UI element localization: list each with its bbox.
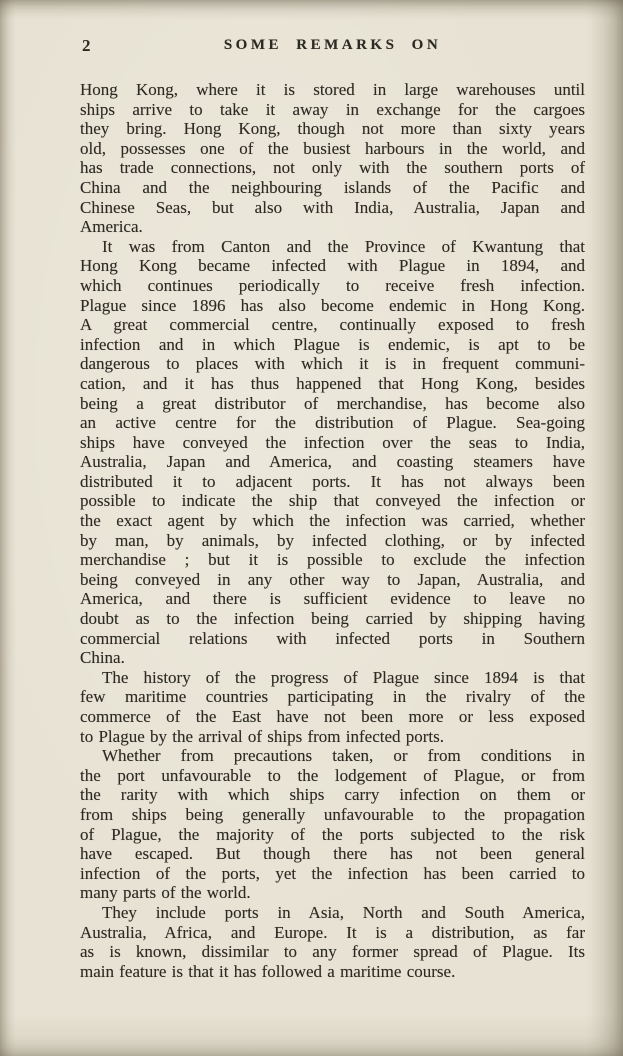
text-line: A great commercial centre, continually exposed to fresh (80, 315, 585, 335)
text-line: China. (80, 648, 125, 668)
text-line: commercial relations with infected ports in Southern (80, 628, 585, 648)
text-line: to Plague by the arrival of ships from infected ports. (80, 726, 445, 746)
text-line: by man, by animals, by infected clothing, or by infected (80, 530, 585, 550)
text-line: the exact agent by which the infection was carried, whether (80, 511, 585, 531)
text-line: being a great distributor of merchandise, has become also (80, 393, 585, 413)
text-line: cation, and it has thus happened that Hong Kong, besides (80, 373, 585, 393)
text-line: an active centre for the distribution of Plague. Sea-going (80, 413, 585, 433)
text-line: which continues periodically to receive fresh infection. (80, 275, 585, 295)
text-line: Australia, Japan and America, and coasting steamers have (80, 452, 585, 472)
text-line: The history of the progress of Plague since 1894 is that (102, 667, 585, 687)
text-line: distributed it to adjacent ports. It has not always been (80, 471, 585, 491)
text-line: commerce of the East have not been more or less exposed (80, 707, 585, 726)
page-number: 2 (82, 36, 91, 55)
text-line: infection of the ports, yet the infection has been carried to (80, 863, 585, 883)
text-line: Hong Kong became infected with Plague in 1894, and (80, 256, 585, 276)
paragraph-2 (80, 237, 585, 668)
page-header (80, 36, 585, 56)
text-line: merchandise ; but it is possible to exclude the infection (80, 550, 585, 570)
text-line: China and the neighbouring islands of the Pacific and (80, 177, 585, 197)
text-line: ships arrive to take it away in exchange for the cargoes (80, 99, 585, 119)
text-line: ships have conveyed the infection over the seas to India, (80, 432, 585, 452)
text-line: being conveyed in any other way to Japan, Australia, and (80, 569, 585, 589)
text-line: the port unfavourable to the lodgement of Plague, or from (80, 765, 585, 785)
paragraph-3 (80, 668, 585, 746)
running-header: SOME REMARKS ON (223, 37, 442, 53)
text-line: as is known, dissimilar to any former spread of Plague. Its (80, 942, 585, 962)
text-line: from ships being generally unfavourable to the propagation (80, 804, 585, 824)
text-line: dangerous to places with which it is in frequent communi- (80, 354, 585, 374)
text-line: have escaped. But though there has not been general (80, 844, 585, 864)
text-line: main feature is that it has followed a maritime course. (80, 961, 456, 981)
text-line: has trade connections, not only with the southern ports of (80, 158, 585, 178)
paragraph-1 (80, 80, 585, 237)
text-line: few maritime countries participating in the rivalry of the (80, 687, 585, 707)
text-line: the rarity with which ships carry infection on them or (80, 785, 585, 805)
text-line: Chinese Seas, but also with India, Australia, Japan and (80, 197, 585, 217)
text-line: of Plague, the majority of the ports subjected to the risk (80, 824, 585, 844)
text-line: America. (80, 217, 143, 237)
text-line: They include ports in Asia, North and South America, (102, 902, 585, 922)
text-line: many parts of the world. (80, 883, 251, 903)
text-line: they bring. Hong Kong, though not more than sixty years (80, 119, 585, 139)
text-line: It was from Canton and the Province of Kwantung that (102, 236, 585, 256)
text-line: possible to indicate the ship that conveyed the infection or (80, 491, 585, 511)
text-line: America, and there is sufficient evidence to leave no (80, 589, 585, 609)
text-line: Plague since 1896 has also become endemic in Hong Kong. (80, 295, 585, 315)
paragraph-4 (80, 746, 585, 903)
page-body (80, 80, 585, 981)
text-line: old, possesses one of the busiest harbours in the world, and (80, 138, 585, 158)
text-line: Australia, Africa, and Europe. It is a distribution, as far (80, 922, 585, 942)
text-line: doubt as to the infection being carried by shipping having (80, 609, 585, 629)
paragraph-5 (80, 903, 585, 981)
text-line: infection and in which Plague is endemic, is apt to be (80, 334, 585, 354)
text-line: Hong Kong, where it is stored in large warehouses until (80, 80, 585, 99)
text-line: Whether from precautions taken, or from conditions in (102, 746, 585, 766)
